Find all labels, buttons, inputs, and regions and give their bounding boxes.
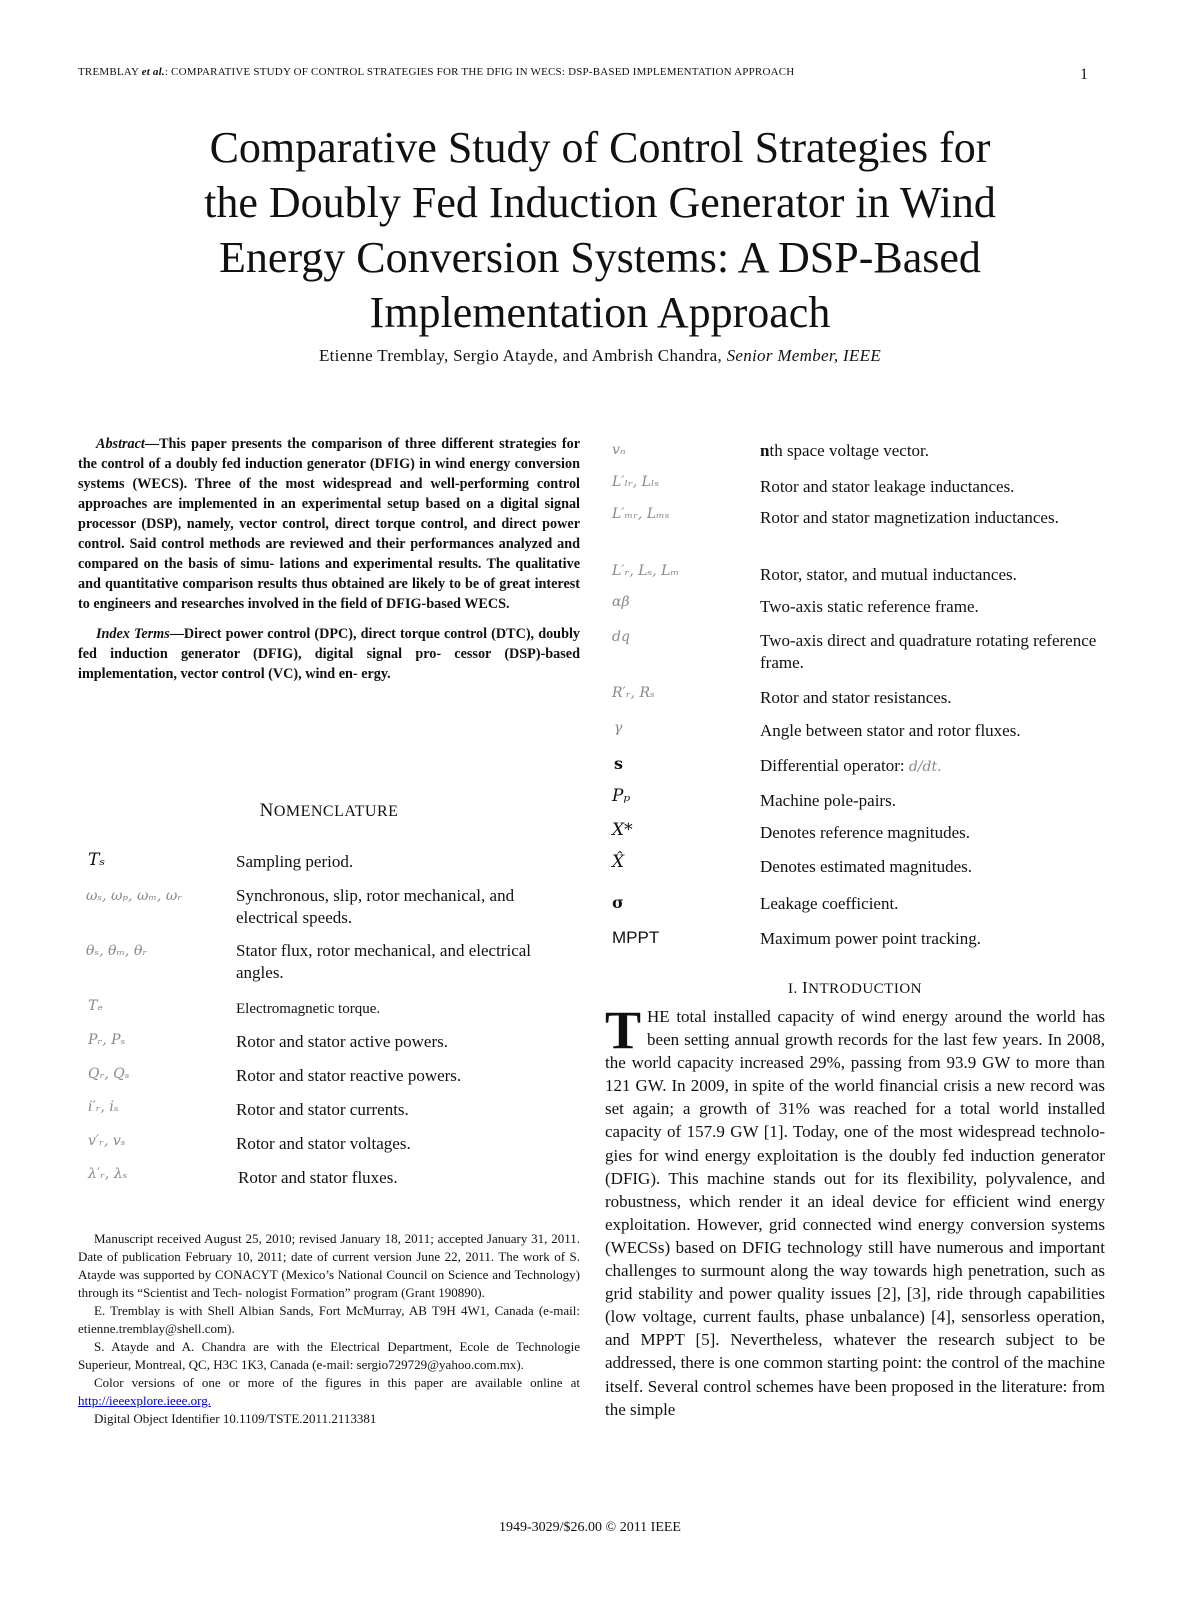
nom-symbol: v′ᵣ, vₛ: [88, 1133, 126, 1149]
title-line: Implementation Approach: [369, 288, 831, 337]
page-number: 1: [1080, 66, 1088, 83]
nom-description: Rotor and stator leakage inductances.: [760, 477, 1015, 496]
title-line: the Doubly Fed Induction Generator in Wind: [204, 178, 996, 227]
nom-description: nth space voltage vector.: [760, 441, 930, 460]
nom-description: Electromagnetic torque.: [236, 1001, 381, 1017]
footnote-paragraph: Digital Object Identifier 10.1109/TSTE.2011.2113381: [94, 1411, 377, 1426]
nom-symbol: Pᵣ, Pₛ: [88, 1032, 126, 1048]
author-line: [90, 346, 1110, 366]
nom-description: Angle between stator and rotor fluxes.: [760, 721, 1021, 740]
nom-description: Sampling period.: [236, 852, 354, 871]
nom-symbol: s: [614, 754, 624, 773]
nom-symbol: Tₛ: [88, 850, 106, 870]
nom-description: Stator flux, rotor mechanical, and electrical angles.: [236, 941, 532, 982]
nom-symbol: ωₛ, ωₚ, ωₘ, ωᵣ: [86, 888, 183, 904]
nom-description: Rotor and stator resistances.: [760, 688, 952, 707]
paper-title: [90, 120, 1110, 340]
footnote-paragraph: E. Tremblay is with Shell Albian Sands, Fort McMurray, AB T9H 4W1, Canada (e-mail: etienne.tremblay@shell.com).: [78, 1303, 580, 1336]
index-terms-text: —Direct power control (DPC), direct torque control (DTC), doubly fed induction generator (DFIG), digital signal pro- cessor (DSP)-based implementation, vector control (VC), wind en- ergy.: [78, 626, 580, 682]
abstract-text: —This paper presents the comparison of three different strategies for the control of a doubly fed induction generator (DFIG) in wind energy conversion systems (WECS). Three of the most widespread and well-performing control approaches are implemented in an experimental setup based on a digital signal processor (DSP), namely, vector control, direct torque control, and direct power control. Said control methods are reviewed and their performances analyzed and compared on the basis of simu- lations and experimental results. The qualitative and quantitative comparison results thus obtained are likely to be of great interest to engineers and researches involved in the field of DFIG-based WECS.: [78, 436, 580, 612]
nomenclature-heading: NOMENCLATURE: [259, 800, 399, 821]
nom-symbol: i′ᵣ, iₛ: [88, 1099, 119, 1115]
running-head: [78, 66, 794, 78]
author-grade: Senior Member, IEEE: [726, 346, 882, 365]
nom-description: Rotor and stator magnetization inductances.: [760, 508, 1059, 527]
nom-symbol: MPPT: [612, 928, 660, 947]
nom-symbol: σ: [612, 893, 624, 912]
nom-symbol: αβ: [612, 594, 630, 610]
nom-symbol: R′ᵣ, Rₛ: [612, 685, 655, 701]
nom-symbol: λ′ᵣ, λₛ: [88, 1166, 128, 1182]
footnote-block: [78, 1230, 580, 1428]
abstract-lead: Abstract: [96, 436, 145, 452]
nom-description: Differential operator: d/dt.: [760, 756, 942, 775]
title-line: Energy Conversion Systems: A DSP-Based: [219, 233, 981, 282]
index-terms-paragraph: [78, 624, 580, 684]
drop-cap: T: [605, 1000, 642, 1060]
nom-description: Leakage coefficient.: [760, 894, 899, 913]
abstract-paragraph: [78, 434, 580, 614]
nom-description: Two-axis direct and quadrature rotating reference frame.: [760, 631, 1097, 672]
nom-symbol: L′ₗᵣ, Lₗₛ: [612, 474, 660, 490]
nom-symbol: Qᵣ, Qₛ: [88, 1066, 130, 1082]
running-head-etal: et al.: [141, 66, 165, 78]
nom-description: Synchronous, slip, rotor mechanical, and electrical speeds.: [236, 886, 515, 927]
footnote-paragraph: Manuscript received August 25, 2010; revised January 18, 2011; accepted January 31, 2011. Date of publication February 10, 2011; date of current version June 22, 2011. The work of S. Atayde was supported by CONACYT (Mexico’s National Council on Science and Technology) through its “Scientist and Tech- nologist Formation” program (Grant 190890).: [78, 1231, 580, 1300]
ieee-xplore-link[interactable]: http://ieeexplore.ieee.org.: [78, 1393, 211, 1408]
nom-symbol: γ: [614, 720, 623, 736]
abstract-block: [78, 434, 580, 684]
nom-symbol: vₙ: [612, 442, 626, 458]
nom-symbol: X*: [612, 820, 633, 840]
nom-description: Denotes estimated magnitudes.: [760, 857, 972, 876]
running-head-rest: : COMPARATIVE STUDY OF CONTROL STRATEGIES FOR THE DFIG IN WECS: DSP-BASED IMPLEMENTATION APPROACH: [164, 66, 795, 78]
footnote-paragraph: Color versions of one or more of the figures in this paper are available online at http://ieeexplore.ieee.org.: [78, 1375, 580, 1408]
nom-description: Two-axis static reference frame.: [760, 597, 979, 616]
nom-description: Machine pole-pairs.: [760, 791, 896, 810]
introduction-heading: I. INTRODUCTION: [788, 978, 922, 997]
nom-description: Rotor, stator, and mutual inductances.: [760, 565, 1017, 584]
nom-description: Denotes reference magnitudes.: [760, 823, 971, 842]
title-line: Comparative Study of Control Strategies for: [209, 123, 991, 172]
index-terms-lead: Index Terms: [96, 626, 170, 642]
nom-description: Maximum power point tracking.: [760, 929, 981, 948]
introduction-text: HE total installed capacity of wind energy around the world has been setting annual growth records for the last few years. In 2008, the world capacity increased 29%, passing from 93.9 GW to more than 121 GW. In 2009, in spite of the world financial crisis a new record was set again; a growth of 31% was reached for a total world installed capacity of 157.9 GW [1]. Today, one of the most widespread technolo- gies for wind energy exploitation is the doubly fed induction generator (DFIG). This machine stands out for its flexibility, polyvalence, and robustness, which render it an ideal device for efficient wind energy exploitation. However, grid connected wind energy conversion systems (WECSs) based on DFIG technology still have numerous and important challenges to surmount along the way towards high penetration, such as grid stability and power quality issues [2], [3], ride through capabilities (low voltage, current faults, phase unbalance) [4], sensorless operation, and MPPT [5]. Nevertheless, whatever the research subject to be addressed, there is one common starting point: the control of the machine itself. Several control schemes have been proposed in the literature: from the simple: [605, 1007, 1105, 1419]
footnote-paragraph: S. Atayde and A. Chandra are with the Electrical Department, Ecole de Technologie Superieur, Montreal, QC, H3C 1K3, Canada (e-mail: sergio729729@yahoo.com.mx).: [78, 1339, 580, 1372]
nom-description: Rotor and stator fluxes.: [238, 1168, 398, 1187]
author-names: Etienne Tremblay, Sergio Atayde, and Ambrish Chandra,: [318, 346, 727, 365]
page-footer: 1949-3029/$26.00 © 2011 IEEE: [499, 1520, 681, 1535]
nom-description: Rotor and stator reactive powers.: [236, 1066, 462, 1085]
nom-symbol: L′ᵣ, Lₛ, Lₘ: [612, 563, 680, 579]
nom-description: Rotor and stator currents.: [236, 1100, 409, 1119]
nom-symbol: θₛ, θₘ, θᵣ: [86, 943, 148, 959]
nom-symbol: Tₑ: [88, 998, 103, 1014]
introduction-body: [605, 1000, 1105, 1421]
nom-description: Rotor and stator voltages.: [236, 1134, 411, 1153]
nom-description: Rotor and stator active powers.: [236, 1032, 448, 1051]
nom-symbol: dq: [612, 629, 630, 645]
nom-symbol: Pₚ: [612, 786, 631, 806]
running-head-prefix: TREMBLAY: [78, 66, 142, 78]
nom-symbol: L′ₘᵣ, Lₘₛ: [612, 506, 670, 522]
nom-symbol: X̂: [612, 852, 625, 872]
